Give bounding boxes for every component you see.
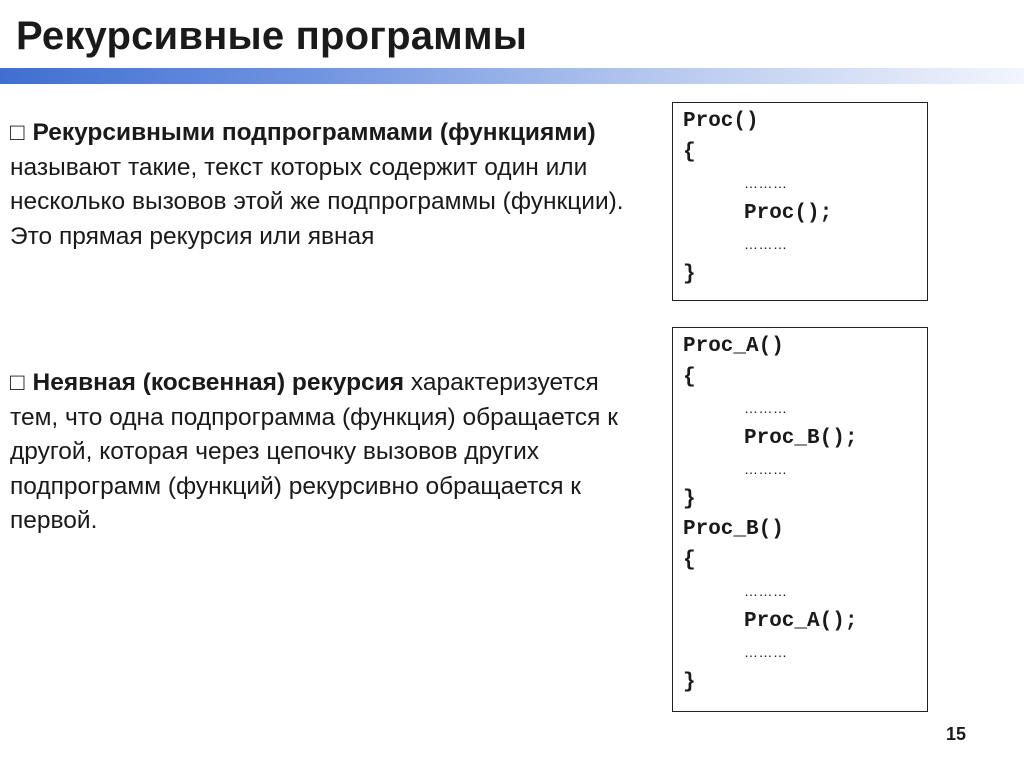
paragraph-direct-recursion	[10, 116, 650, 254]
code-line: Proc()	[683, 110, 759, 133]
paragraph-term: Рекурсивными подпрограммами (функциями)	[32, 119, 596, 146]
code-ellipsis: ………	[744, 175, 788, 191]
code-line: }	[683, 262, 696, 286]
code-line: Proc_B();	[744, 426, 858, 450]
code-box-indirect	[672, 327, 928, 712]
code-line: Proc_A()	[683, 335, 784, 358]
paragraph-term: Неявная (косвенная) рекурсия	[32, 369, 405, 396]
paragraph-text: характеризуется тем, что одна подпрограмма (функция) обращается к другой, которая через цепочку вызовов других подпрограмм (функций) рекурсивно обращается к первой.	[10, 369, 618, 534]
bullet-square-icon: □	[10, 369, 25, 396]
code-line: }	[683, 487, 696, 511]
code-ellipsis: ………	[744, 461, 788, 477]
code-ellipsis: ………	[744, 644, 788, 660]
page-number: 15	[945, 724, 966, 744]
paragraph-text: называют такие, текст которых содержит один или несколько вызовов этой же подпрограммы (функции). Это прямая рекурсия или явная	[10, 153, 624, 250]
bullet-square-icon: □	[10, 119, 25, 146]
slide-title: Рекурсивные программы	[16, 14, 528, 58]
code-box-direct	[672, 102, 928, 301]
code-line: {	[683, 140, 696, 164]
code-line: {	[683, 365, 696, 389]
code-ellipsis: ………	[744, 583, 788, 599]
code-line: {	[683, 548, 696, 572]
code-line: Proc_B()	[683, 518, 784, 541]
code-ellipsis: ………	[744, 236, 788, 252]
code-line: }	[683, 670, 696, 694]
code-ellipsis: ………	[744, 400, 788, 416]
title-gradient-bar	[0, 68, 1024, 84]
code-line: Proc();	[744, 201, 833, 225]
code-line: Proc_A();	[744, 609, 858, 633]
paragraph-indirect-recursion	[10, 366, 650, 539]
